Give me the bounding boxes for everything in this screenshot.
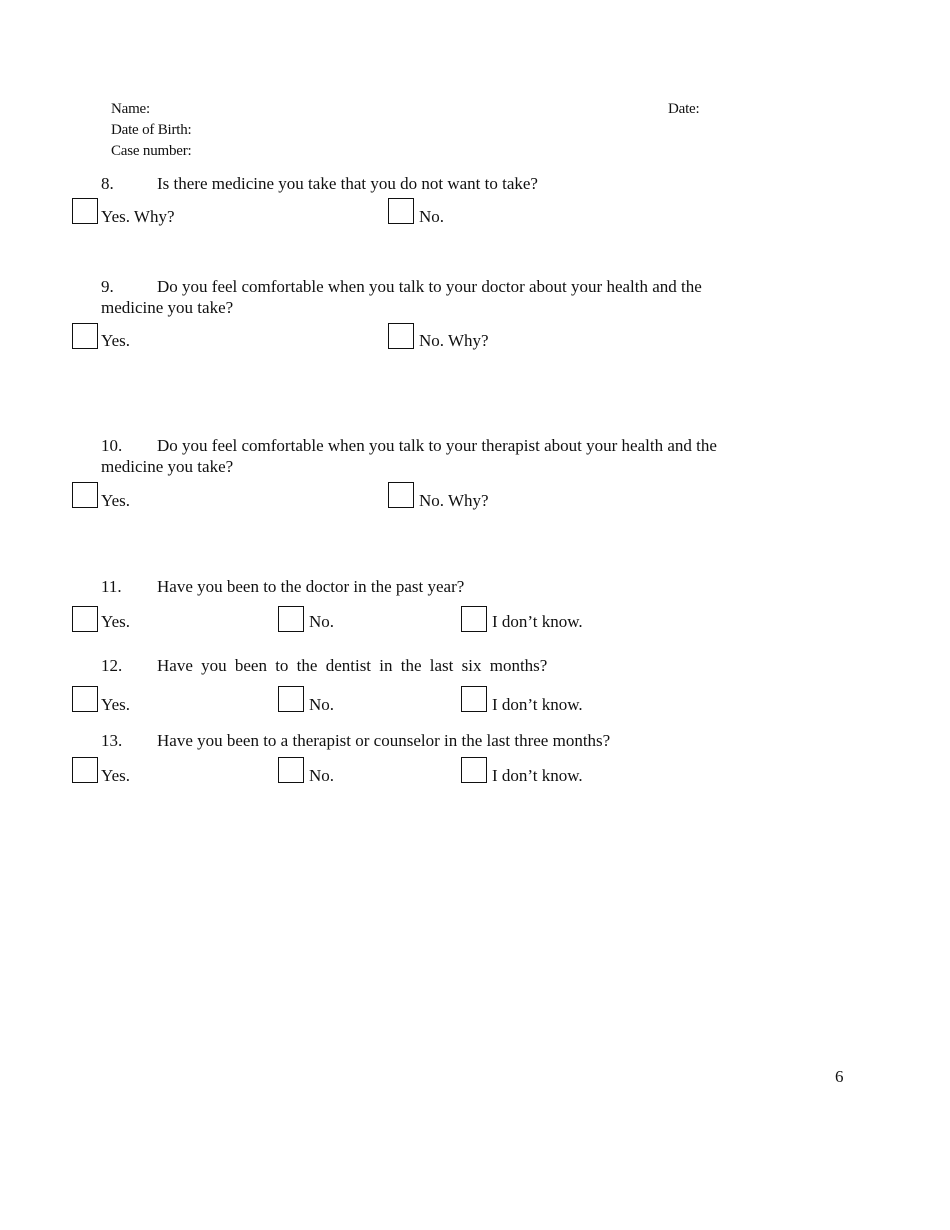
q13-yes-label: Yes. — [101, 766, 130, 785]
question-11 — [101, 576, 464, 597]
q12-yes-label: Yes. — [101, 695, 130, 714]
q12-no-label: No. — [309, 695, 335, 714]
q13-dont-know-label: I don’t know. — [492, 766, 583, 785]
question-text: Have you been to a therapist or counselor in the last three months? — [157, 731, 611, 750]
q13-no-checkbox[interactable] — [278, 757, 304, 783]
q11-no-label: No. — [309, 612, 335, 631]
q12-dont-know-checkbox[interactable] — [461, 686, 487, 712]
q12-yes-checkbox[interactable] — [72, 686, 98, 712]
question-number: 8. — [101, 174, 114, 193]
question-number: 11. — [101, 577, 122, 596]
question-text: Have you been to the dentist in the last six months? — [157, 656, 548, 675]
q9-no-label: No. Why? — [419, 331, 489, 350]
q11-yes-label: Yes. — [101, 612, 130, 631]
question-text: Do you feel comfortable when you talk to your doctor about your health and the — [157, 277, 702, 296]
question-9 — [101, 276, 801, 318]
dob-label: Date of Birth: — [111, 122, 192, 138]
date-label: Date: — [668, 101, 700, 117]
question-number: 13. — [101, 731, 123, 750]
q11-dont-know-checkbox[interactable] — [461, 606, 487, 632]
question-number: 9. — [101, 277, 114, 296]
question-text: Do you feel comfortable when you talk to your therapist about your health and the — [157, 436, 717, 455]
q8-yes-label: Yes. Why? — [101, 207, 175, 226]
q8-no-checkbox[interactable] — [388, 198, 414, 224]
q13-yes-checkbox[interactable] — [72, 757, 98, 783]
question-10 — [101, 435, 801, 477]
q9-yes-checkbox[interactable] — [72, 323, 98, 349]
q11-yes-checkbox[interactable] — [72, 606, 98, 632]
q9-no-checkbox[interactable] — [388, 323, 414, 349]
q13-dont-know-checkbox[interactable] — [461, 757, 487, 783]
q8-yes-checkbox[interactable] — [72, 198, 98, 224]
q10-yes-checkbox[interactable] — [72, 482, 98, 508]
q8-no-label: No. — [419, 207, 445, 226]
question-text: Is there medicine you take that you do not want to take? — [157, 174, 538, 193]
q10-no-checkbox[interactable] — [388, 482, 414, 508]
question-text: Have you been to the doctor in the past year? — [157, 577, 465, 596]
question-13 — [101, 730, 610, 751]
question-text-continued: medicine you take? — [101, 457, 234, 476]
q10-yes-label: Yes. — [101, 491, 130, 510]
q12-dont-know-label: I don’t know. — [492, 695, 583, 714]
q11-no-checkbox[interactable] — [278, 606, 304, 632]
question-12 — [101, 655, 547, 676]
question-number: 10. — [101, 436, 123, 455]
page-number: 6 — [835, 1067, 844, 1086]
q12-no-checkbox[interactable] — [278, 686, 304, 712]
case-number-label: Case number: — [111, 143, 192, 159]
question-8 — [101, 173, 538, 194]
q10-no-label: No. Why? — [419, 491, 489, 510]
q11-dont-know-label: I don’t know. — [492, 612, 583, 631]
question-text-continued: medicine you take? — [101, 298, 234, 317]
question-number: 12. — [101, 656, 123, 675]
name-label: Name: — [111, 101, 150, 117]
q13-no-label: No. — [309, 766, 335, 785]
q9-yes-label: Yes. — [101, 331, 130, 350]
